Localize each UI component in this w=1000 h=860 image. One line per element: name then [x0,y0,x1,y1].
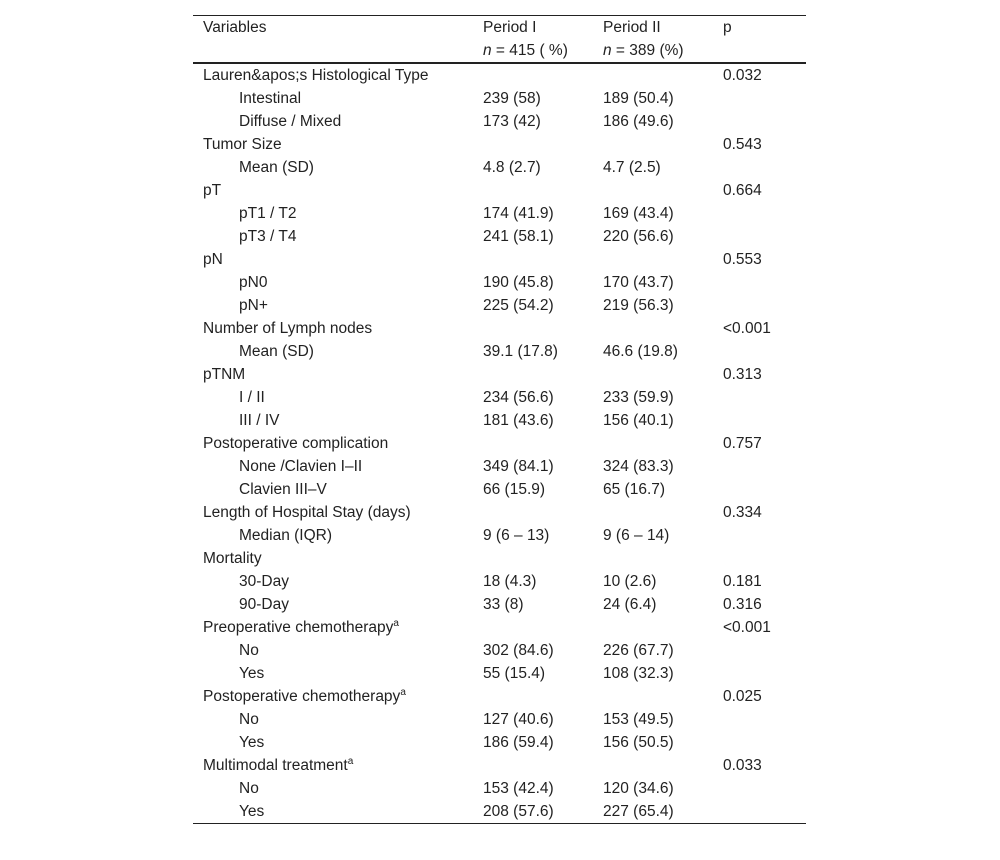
cell-period-1 [473,317,593,340]
cell-period-2 [593,63,713,87]
cell-period-2: 227 (65.4) [593,800,713,824]
footnote-marker: a [400,686,406,698]
table-row [193,340,806,363]
cell-period-2 [593,547,713,570]
cell-p-value [713,708,806,731]
table-row [193,478,806,501]
cell-period-1 [473,363,593,386]
row-label-text: 30-Day [239,573,289,590]
header-n-row [193,39,806,63]
period-1-n-value: = 415 ( %) [491,42,568,59]
cell-period-2: 189 (50.4) [603,90,674,107]
row-label-text: pT [203,182,222,199]
cell-period-2: 108 (32.3) [603,665,674,682]
cell-period-2: 46.6 (19.8) [603,343,678,360]
row-label-text: Yes [239,803,265,820]
header-blank [193,39,473,63]
cell-p-value [713,800,806,824]
cell-period-2 [593,432,713,455]
cell-period-1: 39.1 (17.8) [483,343,558,360]
row-label-text: Mean (SD) [239,343,314,360]
row-label-text: No [239,780,259,797]
row-category-label [193,501,473,524]
row-label-text: Median (IQR) [239,527,333,544]
row-sub-label [193,386,473,409]
cell-period-2: 186 (49.6) [603,113,674,130]
cell-p-value [713,294,806,317]
cell-period-2: 24 (6.4) [603,596,657,613]
cell-period-2 [593,501,713,524]
table-row [193,294,806,317]
cell-p-value [713,409,806,432]
table-row [193,271,806,294]
table-row [193,110,806,133]
row-label-text: pN [203,251,223,268]
cell-period-2: 233 (59.9) [603,389,674,406]
row-label-text: pT1 / T2 [239,205,297,222]
table-row [193,800,806,824]
cell-p-value [713,455,806,478]
cell-period-1: 225 (54.2) [483,297,554,314]
row-category-label [193,133,473,156]
cell-period-1 [473,685,593,708]
table-row [193,202,806,225]
footnote-marker: a [347,755,354,767]
row-label-text: 90-Day [239,596,289,613]
cell-period-1: 33 (8) [483,596,524,613]
cell-p-value: 0.553 [723,251,762,268]
table-row [193,455,806,478]
cell-p-value [713,524,806,547]
table-row [193,225,806,248]
row-label-text: Tumor Size [203,136,282,153]
row-sub-label [193,156,473,179]
cell-period-1: 190 (45.8) [483,274,554,291]
row-label-text: pT3 / T4 [239,228,297,245]
row-sub-label [193,570,473,593]
cell-period-1 [473,616,593,639]
cell-period-2: 4.7 (2.5) [603,159,661,176]
cell-period-2: 65 (16.7) [603,481,666,498]
table-row [193,317,806,340]
row-label-text: Preoperative chemotherapy [203,619,394,636]
table-row [193,754,806,777]
table-row [193,639,806,662]
cell-p-value [713,225,806,248]
cell-period-1: 302 (84.6) [483,642,554,659]
row-label-text: pTNM [203,366,246,383]
row-label-text: No [239,642,259,659]
row-sub-label [193,294,473,317]
row-label-text: Diffuse / Mixed [239,113,342,130]
cell-period-2: 153 (49.5) [603,711,674,728]
table-row [193,777,806,800]
table-row [193,133,806,156]
cell-period-1 [473,754,593,777]
cell-period-1: 349 (84.1) [483,458,554,475]
row-category-label [193,63,473,87]
table-row [193,593,806,616]
cell-p-value [713,87,806,110]
row-category-label [193,547,473,570]
row-label-text: Mortality [203,550,262,567]
header-period-1-n [473,39,593,63]
row-sub-label [193,202,473,225]
table-row [193,363,806,386]
row-sub-label [193,777,473,800]
row-label-text: Multimodal treatment [203,757,348,774]
cell-period-1: 181 (43.6) [483,412,554,429]
row-label-text: Clavien III–V [239,481,327,498]
cell-period-1 [473,179,593,202]
table-row [193,409,806,432]
cell-period-2 [593,179,713,202]
cell-p-value [713,731,806,754]
footnote-marker: a [393,617,399,629]
cell-p-value [713,156,806,179]
cell-period-1: 174 (41.9) [483,205,554,222]
cell-period-2: 156 (40.1) [603,412,674,429]
cell-period-2: 9 (6 – 14) [603,527,670,544]
cell-p-value: 0.757 [723,435,762,452]
cell-period-1: 186 (59.4) [483,734,554,751]
cell-p-value [713,271,806,294]
table-row [193,432,806,455]
cell-period-1: 239 (58) [483,90,541,107]
cell-p-value [713,386,806,409]
row-label-text: Intestinal [239,90,302,107]
cell-period-1: 153 (42.4) [483,780,554,797]
header-blank [713,39,806,63]
cell-period-2: 219 (56.3) [603,297,674,314]
table-row [193,547,806,570]
n-symbol: n [483,42,492,59]
table-row [193,248,806,271]
row-category-label [193,685,473,708]
cell-p-value: 0.664 [723,182,762,199]
row-label-text: Postoperative complication [203,435,389,452]
row-category-label [193,179,473,202]
cell-p-value [713,639,806,662]
cell-period-1: 18 (4.3) [483,573,537,590]
cell-period-2: 10 (2.6) [603,573,657,590]
cell-period-2 [593,317,713,340]
row-label-text: Yes [239,734,265,751]
data-table [193,15,806,824]
cell-p-value: 0.334 [723,504,762,521]
cell-period-2: 120 (34.6) [603,780,674,797]
table-row [193,731,806,754]
row-sub-label [193,731,473,754]
row-label-text: Length of Hospital Stay (days) [203,504,411,521]
cell-period-1 [473,547,593,570]
table-row [193,386,806,409]
n-symbol: n [603,42,612,59]
header-period-2: Period II [593,16,713,40]
table-row [193,524,806,547]
cell-period-2 [593,685,713,708]
row-sub-label [193,662,473,685]
cell-p-value: 0.181 [723,573,762,590]
cell-period-2: 170 (43.7) [603,274,674,291]
header-period-1: Period I [473,16,593,40]
header-variables: Variables [193,16,473,40]
cell-period-1 [473,432,593,455]
cell-p-value: 0.543 [723,136,762,153]
cell-period-1: 241 (58.1) [483,228,554,245]
header-row [193,16,806,40]
row-label-text: pN+ [239,297,268,314]
row-label-text: III / IV [239,412,280,429]
cell-period-1: 127 (40.6) [483,711,554,728]
table-row [193,708,806,731]
row-sub-label [193,708,473,731]
row-sub-label [193,87,473,110]
table-body [193,63,806,824]
cell-p-value: 0.025 [723,688,762,705]
row-sub-label [193,524,473,547]
period-2-n-value: = 389 (%) [611,42,684,59]
header-p: p [713,16,806,40]
row-sub-label [193,455,473,478]
header-period-2-n [593,39,713,63]
row-sub-label [193,478,473,501]
cell-period-1: 234 (56.6) [483,389,554,406]
row-sub-label [193,271,473,294]
cell-period-1 [473,501,593,524]
table-row [193,501,806,524]
row-sub-label [193,800,473,824]
cell-p-value [713,110,806,133]
row-category-label [193,317,473,340]
cell-period-2 [593,754,713,777]
table-row [193,156,806,179]
cell-period-1: 66 (15.9) [483,481,546,498]
row-sub-label [193,225,473,248]
table-row [193,87,806,110]
row-sub-label [193,110,473,133]
cell-period-1 [473,133,593,156]
cell-p-value: 0.033 [723,757,762,774]
cell-period-2: 324 (83.3) [603,458,674,475]
cell-p-value [713,662,806,685]
row-label-text: Postoperative chemotherapy [203,688,401,705]
cell-p-value: <0.001 [723,619,771,636]
cell-p-value [713,340,806,363]
cell-period-1: 55 (15.4) [483,665,546,682]
row-sub-label [193,593,473,616]
table-row [193,570,806,593]
row-label-text: Number of Lymph nodes [203,320,373,337]
cell-period-1: 208 (57.6) [473,800,593,824]
row-label-text: Yes [239,665,265,682]
row-category-label [193,363,473,386]
cell-p-value [713,777,806,800]
cell-period-2 [593,363,713,386]
cell-period-2: 220 (56.6) [603,228,674,245]
row-sub-label [193,340,473,363]
table-row [193,616,806,639]
row-category-label [193,616,473,639]
row-label-text: pN0 [239,274,268,291]
cell-period-2 [593,248,713,271]
table-row [193,63,806,87]
cell-period-2: 226 (67.7) [603,642,674,659]
cell-p-value [713,202,806,225]
cell-period-1 [473,63,593,87]
cell-period-1: 4.8 (2.7) [483,159,541,176]
row-category-label [193,432,473,455]
cell-period-2 [593,616,713,639]
cell-p-value [713,547,806,570]
row-sub-label [193,639,473,662]
row-label-text: No [239,711,259,728]
row-sub-label [193,409,473,432]
cell-period-1: 9 (6 – 13) [483,527,550,544]
row-category-label [193,754,473,777]
cell-period-2: 169 (43.4) [603,205,674,222]
table-row [193,662,806,685]
cell-p-value: 0.316 [723,596,762,613]
cell-p-value: 0.032 [723,67,762,84]
row-category-label [193,248,473,271]
row-label-text: I / II [239,389,265,406]
cell-period-2: 156 (50.5) [603,734,674,751]
table-row [193,179,806,202]
cell-period-2 [593,133,713,156]
cell-period-1: 173 (42) [483,113,541,130]
row-label-text: Lauren&apos;s Histological Type [203,67,429,84]
table-row [193,685,806,708]
row-label-text: None /Clavien I–II [239,458,363,475]
cell-period-1 [473,248,593,271]
cell-p-value: <0.001 [723,320,771,337]
row-label-text: Mean (SD) [239,159,314,176]
cell-p-value [713,478,806,501]
cell-p-value: 0.313 [723,366,762,383]
